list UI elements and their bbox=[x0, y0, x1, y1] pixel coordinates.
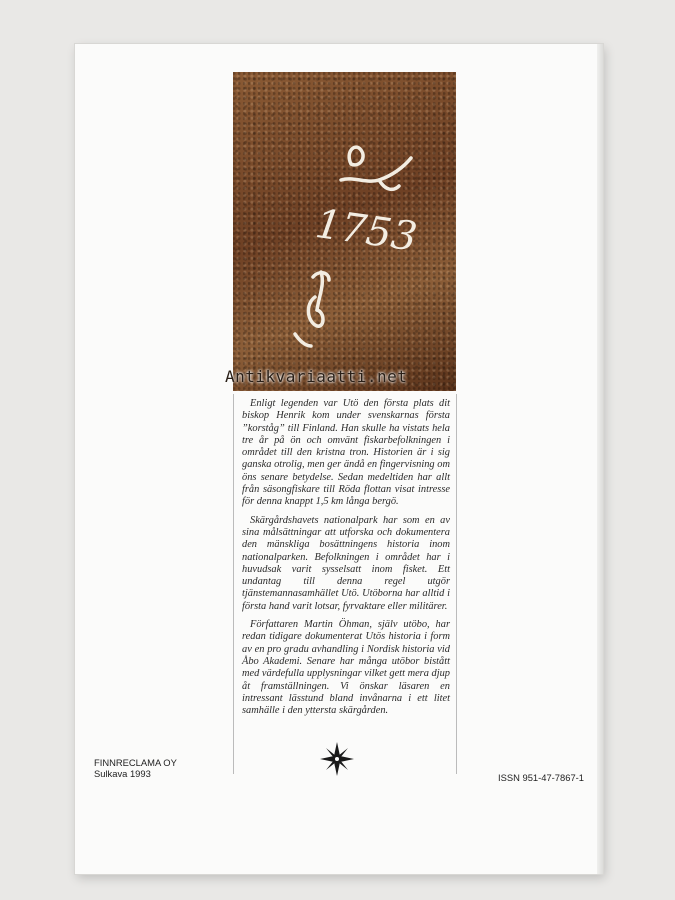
carving-hook-stem bbox=[317, 272, 322, 310]
description-paragraph-3: Författaren Martin Öhman, själv utöbo, har redan tidigare dokumenterat Utös historia i form av en pro gradu avhandling i Nordisk historia vid Åbo Akademi. Senare har många utöbor bistått med värdefulla upplysningar vilket gett mera djup åt framställningen. Vi önskar läsaren en intressant lässtund bland invånarna i ett litet samhälle i den yttersta skärgården. bbox=[242, 619, 450, 717]
description-column bbox=[233, 394, 457, 774]
carving-bird-head bbox=[349, 147, 363, 165]
publisher-name: FINNRECLAMA OY bbox=[94, 757, 177, 768]
rock-carving-photo bbox=[233, 72, 456, 391]
compass-star-icon bbox=[319, 741, 355, 777]
carving-hook-loop bbox=[308, 297, 323, 326]
carving-bird-tail bbox=[379, 180, 399, 189]
publisher-block bbox=[94, 757, 177, 779]
rock-carving-drawing bbox=[233, 72, 456, 391]
carving-year: 1753 bbox=[312, 200, 420, 261]
isbn-number: ISSN 951-47-7867-1 bbox=[498, 772, 584, 783]
publisher-place-year: Sulkava 1993 bbox=[94, 768, 151, 779]
book-spine-edge bbox=[597, 44, 603, 874]
description-paragraph-1: Enligt legenden var Utö den första plats dit biskop Henrik kom under svenskarnas första ”korståg” till Finland. Han skulle ha vistats hela tre år på ön och omvänt fiskarbefolkningen i området till den kristna tron. Historien är i sig ganska otrolig, men ger ändå en fingervisning om öns senare betydelse. Sedan medeltiden har allt från säsongfiskare till Röda flottan visat intresse för denna knappt 1,5 km långa bergö. bbox=[242, 398, 450, 508]
carving-scratch bbox=[295, 334, 311, 346]
description-paragraph-2: Skärgårdshavets nationalpark har som en av sina målsättningar att utforska och dokumentera den mänskliga bosättningens historia inom nationalparken. Befolkningen i området har i huvudsak varit sysselsatt inom fisket. Ett undantag till denna regel utgör tjänstemannasamhället Utö. Utöborna har alltid i första hand varit lotsar, fyrvaktare eller militärer. bbox=[242, 514, 450, 612]
book-back-cover bbox=[75, 44, 603, 874]
watermark-text: Antikvariaatti.net bbox=[225, 367, 408, 386]
